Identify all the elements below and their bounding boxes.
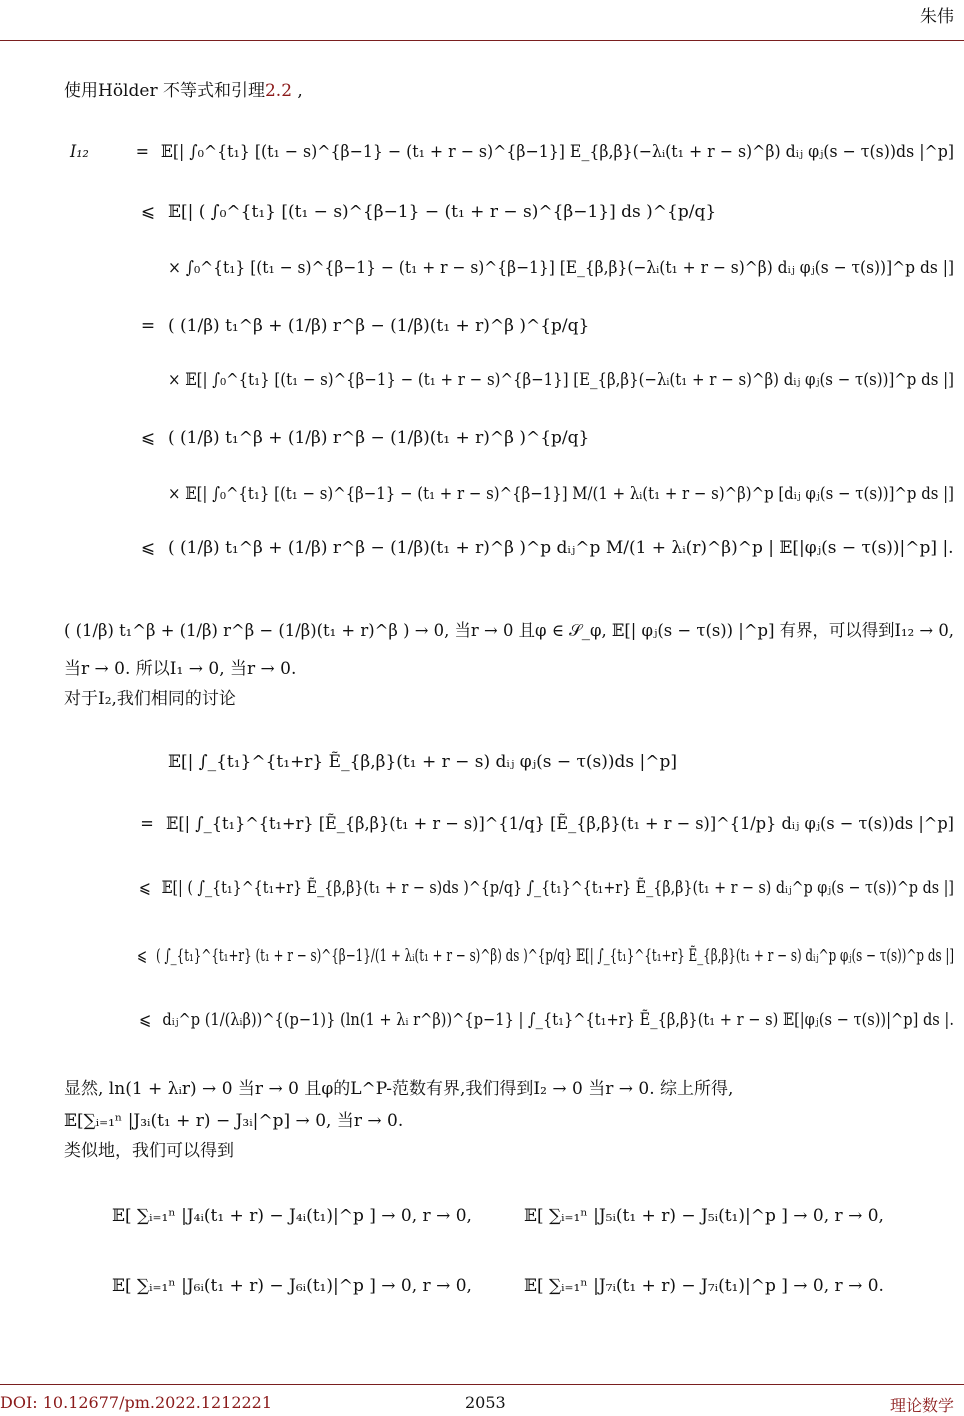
intro-text bbox=[64, 76, 303, 101]
eq3-row-1-left: 𝔼[ ∑ᵢ₌₁ⁿ |J₄ᵢ(t₁ + r) − J₄ᵢ(t₁)|^p ] → 0, r → 0, bbox=[112, 1206, 472, 1226]
eq1-line: ( (1/β) t₁^β + (1/β) r^β − (1/β)(t₁ + r)^β )^{p/q} bbox=[168, 428, 590, 448]
footer-doi-link[interactable]: DOI: 10.12677/pm.2022.1212221 bbox=[0, 1393, 273, 1412]
footer-page-number: 2053 bbox=[465, 1393, 506, 1412]
eq3-row-2-right: 𝔼[ ∑ᵢ₌₁ⁿ |J₇ᵢ(t₁ + r) − J₇ᵢ(t₁)|^p ] → 0, r → 0. bbox=[524, 1276, 884, 1296]
eq2-rel: = bbox=[140, 814, 154, 834]
para2-line3: 对于I₂,我们相同的讨论 bbox=[64, 689, 236, 709]
para2-line1: ( (1/β) t₁^β + (1/β) r^β − (1/β)(t₁ + r)^β ) → 0, 当r → 0 且φ ∈ 𝒮_φ, 𝔼[| φⱼ(s − τ(s)) |^p] 有界，可以得到I₁₂ → 0, bbox=[64, 621, 954, 641]
eq1-line: 𝔼[| ∫₀^{t₁} [(t₁ − s)^{β−1} − (t₁ + r − s)^{β−1}] E_{β,β}(−λᵢ(t₁ + r − s)^β) dᵢⱼ φⱼ(s − τ(s))ds |^p] bbox=[160, 142, 954, 162]
footer-rule bbox=[0, 1384, 964, 1385]
eq1-line: ( (1/β) t₁^β + (1/β) r^β − (1/β)(t₁ + r)^β )^{p/q} bbox=[168, 316, 590, 336]
eq1-rel: = bbox=[135, 142, 149, 162]
footer-journal-link[interactable]: 理论数学 bbox=[889, 1396, 954, 1415]
para3-line1: 显然, ln(1 + λᵢr) → 0 当r → 0 且φ的L^P-范数有界,我们得到I₂ → 0 当r → 0. 综上所得, bbox=[64, 1079, 734, 1099]
eq3-row-2-left: 𝔼[ ∑ᵢ₌₁ⁿ |J₆ᵢ(t₁ + r) − J₆ᵢ(t₁)|^p ] → 0, r → 0, bbox=[112, 1276, 472, 1296]
eq2-rel: ⩽ bbox=[137, 946, 148, 966]
header-author: 朱伟 bbox=[920, 7, 954, 27]
intro-suffix: , bbox=[292, 81, 303, 101]
eq1-lhs: I₁₂ bbox=[70, 142, 89, 162]
eq1-line: ( (1/β) t₁^β + (1/β) r^β − (1/β)(t₁ + r)^β )^p dᵢⱼ^p M/(1 + λᵢ(r)^β)^p | 𝔼[|φⱼ(s − τ(s))|^p] |. bbox=[168, 538, 954, 558]
eq1-line: × 𝔼[| ∫₀^{t₁} [(t₁ − s)^{β−1} − (t₁ + r − s)^{β−1}] M/(1 + λᵢ(t₁ + r − s)^β)^p [dᵢⱼ φⱼ(s − τ(s))]^p ds |] bbox=[168, 484, 954, 504]
eq2-line: 𝔼[| ∫_{t₁}^{t₁+r} [Ẽ_{β,β}(t₁ + r − s)]^{1/q} [Ẽ_{β,β}(t₁ + r − s)]^{1/p} dᵢⱼ φⱼ(s − τ(s))ds |^p] bbox=[166, 814, 955, 834]
eq2-rel: ⩽ bbox=[139, 1010, 152, 1030]
intro-prefix: 使用Hölder 不等式和引理 bbox=[64, 81, 265, 101]
eq2-line: 𝔼[| ( ∫_{t₁}^{t₁+r} Ẽ_{β,β}(t₁ + r − s)ds )^{p/q} ∫_{t₁}^{t₁+r} Ẽ_{β,β}(t₁ + r − s) dᵢⱼ^p φⱼ(s − τ(s))^p ds |] bbox=[161, 878, 954, 898]
para3-line2: 𝔼[∑ᵢ₌₁ⁿ |J₃ᵢ(t₁ + r) − J₃ᵢ|^p] → 0, 当r → 0. bbox=[64, 1111, 404, 1131]
eq3-row-1-right: 𝔼[ ∑ᵢ₌₁ⁿ |J₅ᵢ(t₁ + r) − J₅ᵢ(t₁)|^p ] → 0, r → 0, bbox=[524, 1206, 884, 1226]
eq1-line: × ∫₀^{t₁} [(t₁ − s)^{β−1} − (t₁ + r − s)^{β−1}] [E_{β,β}(−λᵢ(t₁ + r − s)^β) dᵢⱼ φⱼ(s − τ(s))]^p ds |] bbox=[168, 258, 954, 278]
eq1-rel: ⩽ bbox=[140, 428, 156, 448]
eq2-rel: ⩽ bbox=[138, 878, 151, 898]
eq1-line: × 𝔼[| ∫₀^{t₁} [(t₁ − s)^{β−1} − (t₁ + r − s)^{β−1}] [E_{β,β}(−λᵢ(t₁ + r − s)^β) dᵢⱼ φⱼ(s − τ(s))]^p ds |] bbox=[168, 370, 954, 390]
para3-line3: 类似地，我们可以得到 bbox=[64, 1141, 234, 1161]
para2-line2: 当r → 0. 所以I₁ → 0, 当r → 0. bbox=[64, 659, 297, 679]
eq1-line: 𝔼[| ( ∫₀^{t₁} [(t₁ − s)^{β−1} − (t₁ + r − s)^{β−1}] ds )^{p/q} bbox=[168, 202, 717, 222]
header-rule bbox=[0, 40, 964, 41]
eq1-rel: = bbox=[140, 316, 156, 336]
eq2-line: 𝔼[| ∫_{t₁}^{t₁+r} Ẽ_{β,β}(t₁ + r − s) dᵢⱼ φⱼ(s − τ(s))ds |^p] bbox=[168, 752, 678, 772]
eq2-line: dᵢⱼ^p (1/(λᵢβ))^{(p−1)} (ln(1 + λᵢ r^β))^{p−1} | ∫_{t₁}^{t₁+r} Ẽ_{β,β}(t₁ + r − s) 𝔼[|φⱼ(s − τ(s))|^p] ds |. bbox=[162, 1010, 954, 1030]
eq1-rel: ⩽ bbox=[140, 538, 156, 558]
eq2-line: ( ∫_{t₁}^{t₁+r} (t₁ + r − s)^{β−1}/(1 + λᵢ(t₁ + r − s)^β) ds )^{p/q} 𝔼[| ∫_{t₁}^{t₁+r} Ẽ_{β,β}(t₁ + r − s) dᵢⱼ^p φⱼ(s − τ(s))^p ds |] bbox=[156, 946, 955, 966]
lemma-reference-link[interactable]: 2.2 bbox=[264, 81, 293, 101]
eq1-rel: ⩽ bbox=[140, 202, 156, 222]
